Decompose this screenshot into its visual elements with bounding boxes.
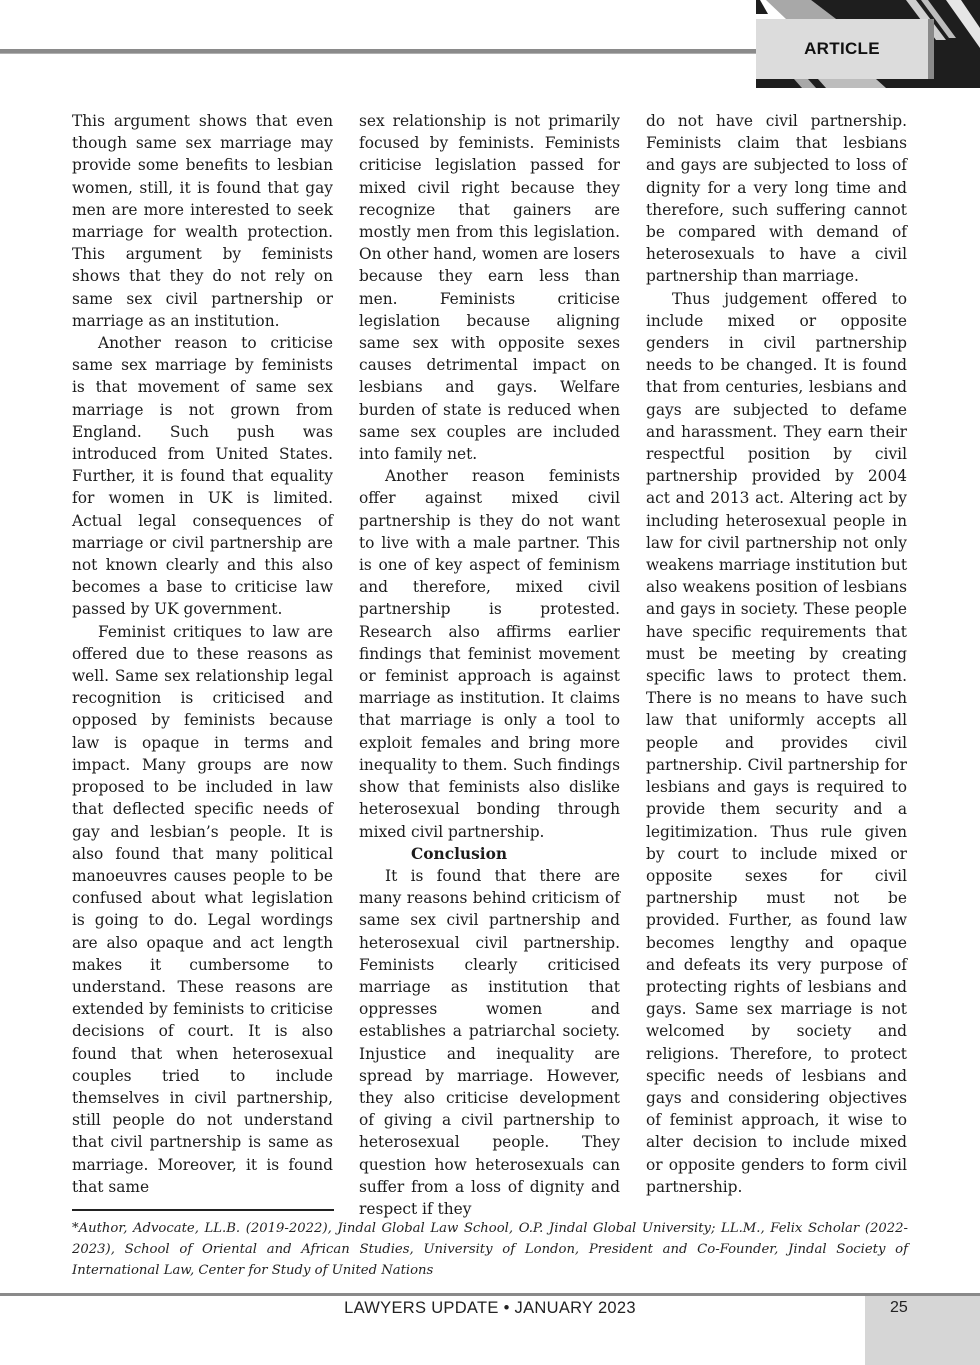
publication-footer: LAWYERS UPDATE • JANUARY 2023 (344, 1299, 636, 1317)
page-number-box (865, 1296, 980, 1365)
paragraph: do not have civil partnership. Feminists claim that lesbians and gays are subjected to loss of dignity for a very long time and therefore, such suffering cannot be compared with demand of heterosexuals to have a civil partnership than marriage. (646, 112, 907, 286)
section-label: ARTICLE (804, 39, 880, 58)
paragraph: Thus judgement offered to include mixed or opposite genders in civil partnership needs to be changed. It is found that from centuries, lesbians and gays are subjected to defame and harassment. They earn their respectful position by civil partnership provided by 2004 act and 2013 act. Altering act by including heterosexual people in law for civil partnership not only weakens marriage institution but also weakens position of lesbians and gays in society. These people have specific requirements that must be meeting by creating specific laws to protect them. There is no means to have such law that uniformly accepts all people and provides civil partnership. Civil partnership for lesbians and gays is required to provide them security and a legitimization. Thus rule given by court to include mixed or opposite sexes for civil partnership must not be provided. Further, as found law becomes lengthy and opaque and defeats its very purpose of protecting rights of lesbians and gays. Same sex marriage is not welcomed by society and religions. Therefore, to protect specific needs of lesbians and gays and considering objectives of feminist approach, it wise to alter decision to include mixed or opposite genders to form civil partnership. (646, 289, 907, 1196)
article-body (72, 110, 908, 1218)
paragraph: sex relationship is not primarily focused by feminists. Feminists criticise legislation passed for mixed civil right because they recognize that gainers are mostly men from this legislation. On other hand, women are losers because they earn less than men. Feminists criticise legislation because aligning same sex with opposite sexes causes detrimental impact on lesbians and gays. Welfare burden of state is reduced when same sex couples are included into family net. (359, 112, 620, 464)
paragraph: It is found that there are many reasons behind criticism of same sex civil partnership and heterosexual civil partnership. Feminists clearly criticised marriage as institution that oppresses women and establishes a patriarchal society. Injustice and inequality are spread by marriage. However, they also criticise development of giving a civil partnership to heterosexual people. They question how heterosexuals can suffer from a loss of dignity and respect if they (359, 866, 620, 1218)
paragraph: Another reason feminists offer against mixed civil partnership is they do not want to live with a male partner. This is one of key aspect of feminism and therefore, mixed civil partnership is protested. Research also affirms earlier findings that feminist movement or feminist approach is against marriage as institution. It claims that marriage is only a tool to exploit females and bring more inequality to them. Such findings show that feminists also dislike heterosexual bonding through mixed civil partnership. (359, 467, 620, 841)
header-rule (0, 49, 760, 54)
page-number: 25 (890, 1299, 908, 1316)
column-1 (72, 110, 333, 1198)
section-tab (756, 19, 928, 79)
column-3 (646, 110, 907, 1198)
paragraph: This argument shows that even though same sex marriage may provide some benefits to lesbian women, still, it is found that gay men are more interested to seek marriage for wealth protection. This argument by feminists shows that they do not rely on same sex civil partnership or marriage as an institution. (72, 112, 333, 330)
section-heading-conclusion: Conclusion (411, 844, 508, 863)
column-2 (359, 110, 620, 1220)
paragraph: Another reason to criticise same sex marriage by feminists is that movement of same sex marriage is not grown from England. Such push was introduced from United States. Further, it is found that equality for women in UK is limited. Actual legal consequences of marriage or civil partnership are not known clearly and this also becomes a base to criticise law passed by UK government. (72, 334, 333, 619)
author-footnote: *Author, Advocate, LL.B. (2019-2022), Jindal Global Law School, O.P. Jindal Global University; LL.M., Felix Scholar (2022-2023), School of Oriental and African Studies, University of London, President and Co-Founder, Jindal Society of International Law, Center for Study of United Nations (72, 1221, 908, 1278)
footnote-rule (72, 1209, 334, 1211)
paragraph: Feminist critiques to law are offered due to these reasons as well. Same sex relationship legal recognition is criticised and opposed by feminists because law is opaque in terms and impact. Many groups are now proposed to be included in law that deflected specific needs of gay and lesbian’s people. It is also found that many political manoeuvres causes people to be confused about what legislation is going to do. Legal wordings are also opaque and act length makes it cumbersome to understand. These reasons are extended by feminists to criticise decisions of court. It is also found that when heterosexual couples tried to include themselves in civil partnership, still people do not understand that civil partnership is same as marriage. Moreover, it is found that same (72, 622, 333, 1196)
footer-rule (0, 1293, 980, 1296)
